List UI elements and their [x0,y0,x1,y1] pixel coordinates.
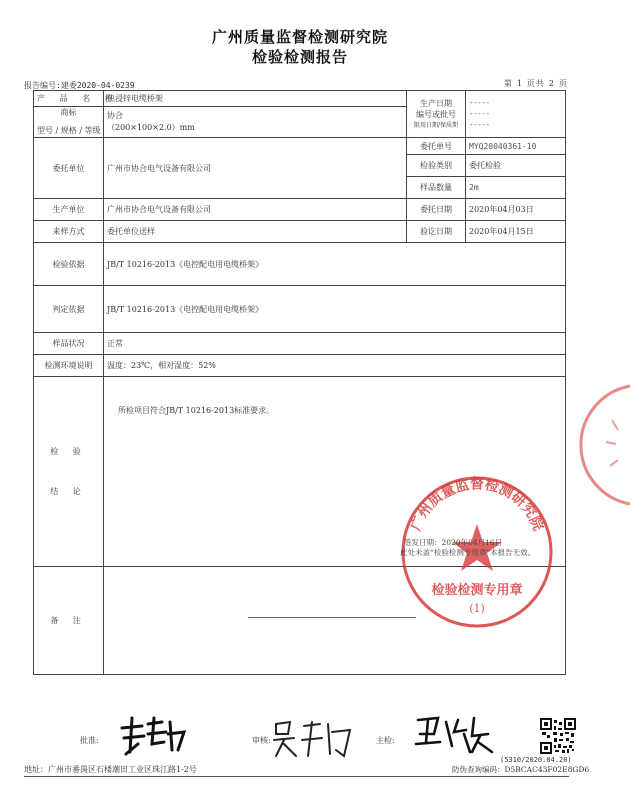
sample-status-value: 正常 [104,333,566,355]
reviewer-signature [270,718,356,760]
sampling-method-label: 来样方式 [34,221,104,243]
manufacturer-label: 生产单位 [34,199,104,221]
review-label: 审核: [252,736,271,745]
approver-signature [118,714,190,758]
approve-label: 批准: [80,736,99,745]
commission-no-label: 委托单号 [407,138,466,155]
conclusion-label [34,377,104,567]
environment-value: 温度：23℃，相对湿度：52% [104,355,566,377]
expiry-label: 限用日期/保质期 [413,121,459,129]
production-date-label: 生产日期 [420,98,452,108]
sample-qty-value: 2m [466,177,566,199]
report-title: 检验检测报告 [251,48,348,66]
commission-no-value: MYQ20040361-10 [466,138,566,155]
model-value: （200×100×2.0）mm [107,123,195,132]
commission-date-value: 2020年04月03日 [466,199,566,221]
anti-fake-code: 防伪查询编码：D5BCAC43F02E8GD6 [452,765,590,774]
stamp-note: 此处未盖“检验检测专用章”本报告无效。 [400,548,536,557]
page-post: 页 [559,79,568,88]
conclusion-label-2: 结 论 [50,486,87,496]
client-label: 委托单位 [34,138,104,199]
signature-line [248,617,416,618]
judgment-value: JB/T 10216-2013《电控配电用电缆桥架》 [104,286,566,333]
qr-code-icon [540,718,576,754]
inspector-signature [412,712,498,758]
page-pre: 第 [503,79,513,88]
page-current: 1 [516,79,523,88]
page-indicator [502,78,570,89]
trademark-value: 协合 [107,111,123,120]
commission-date-label: 委托日期 [407,199,466,221]
issue-date: 签发日期：2020年04月16日 [404,538,503,547]
trademark-model-values [104,107,407,138]
product-name-value: 热浸锌电缆桥架 [104,91,407,107]
remarks-label: 备 注 [34,567,104,675]
date-batch-values [466,91,566,138]
trademark-model-labels [34,107,104,138]
product-name-label: 产 品 名 称 [34,91,104,107]
basis-value: JB/T 10216-2013《电控配电用电缆桥架》 [104,243,566,286]
seal-bottom-text: 检验检测专用章 [431,583,523,598]
model-label: 型号 / 规格 / 等级 [37,126,101,135]
qr-code-text: (5310/2020.04.20) [500,756,572,764]
trademark-label: 商标 [60,108,77,117]
sample-qty-label: 样品数量 [407,177,466,199]
inspection-type-value: 委托检验 [466,155,566,177]
address: 地址：广州市番禺区石楼潮田工业区珠江路1-2号 [24,765,197,774]
institute-title: 广州质量监督检测研究院 [211,28,388,46]
batch-value: ----- [469,109,491,118]
inspection-end-value: 2020年04月15日 [466,221,566,243]
report-number: 报告编号:建委2020-04-0239 [24,81,135,90]
page-total: 2 [548,79,555,88]
production-date-value: ----- [469,98,491,107]
manufacturer-value: 广州市协合电气设备有限公司 [104,199,407,221]
judgment-label: 判定依据 [34,286,104,333]
basis-label: 检验依据 [34,243,104,286]
seal-index: (1) [469,602,485,615]
client-value: 广州市协合电气设备有限公司 [104,138,407,199]
sampling-method-value: 委托单位送样 [104,221,407,243]
partial-seal-icon [572,380,632,510]
inspection-type-label: 检验类别 [407,155,466,177]
conclusion-text: 所检项目符合JB/T 10216-2013标准要求。 [118,406,275,415]
inspection-end-label: 验讫日期 [407,221,466,243]
conclusion-label-1: 检 验 [50,446,87,456]
footer-divider [24,776,569,777]
date-batch-labels [407,91,466,138]
sample-status-label: 样品状况 [34,333,104,355]
page-mid: 页共 [526,79,545,88]
expiry-value: ----- [469,120,491,129]
inspect-label: 主检: [376,736,395,745]
seal-text: 广州质量监督检测研究院 [407,476,547,534]
batch-label: 编号或批号 [416,109,456,119]
environment-label: 检测环境说明 [34,355,104,377]
